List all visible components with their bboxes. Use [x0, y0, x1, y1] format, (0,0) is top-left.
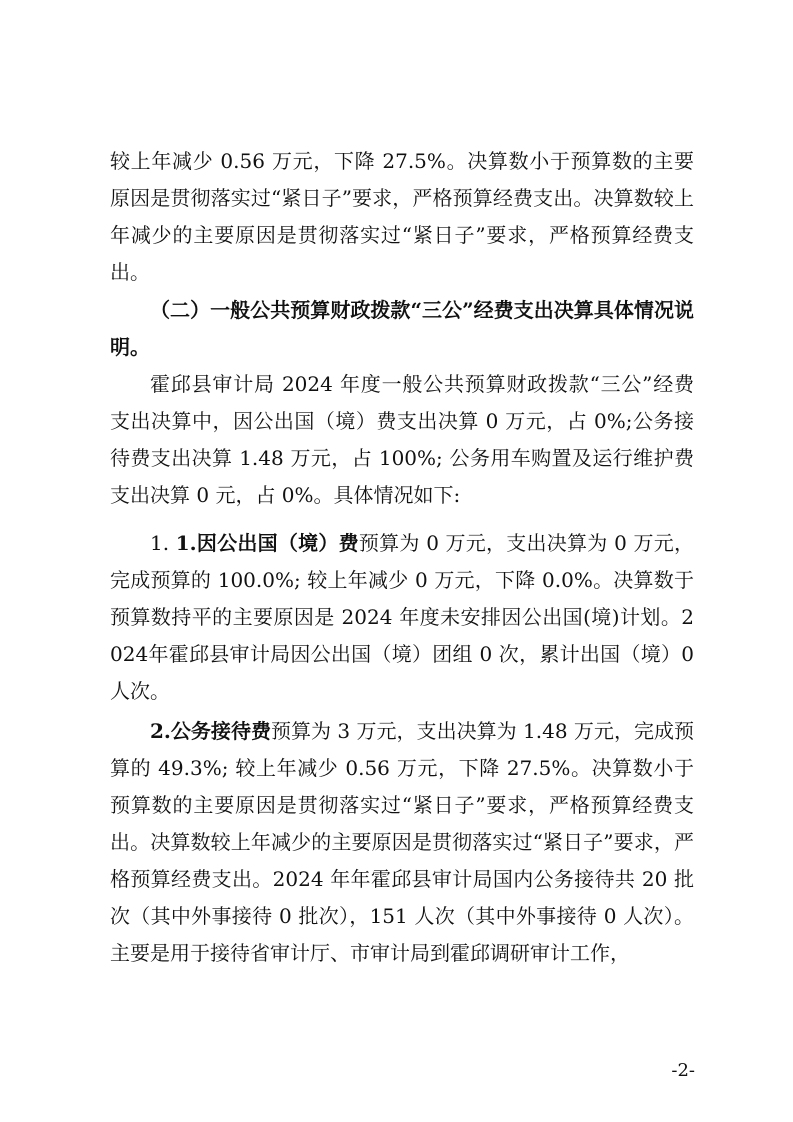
list-number: 1. [150, 531, 176, 555]
section-heading: （二）一般公共预算财政拨款“三公”经费支出决算具体情况说明。 [110, 298, 694, 359]
page-number: -2- [671, 1060, 695, 1081]
paragraph-continuation: 较上年减少 0.56 万元，下降 27.5%。决算数小于预算数的主要原因是贯彻落实过“紧日子”要求，严格预算经费支出。决算数较上年减少的主要原因是贯彻落实过“紧日子”要求，严格预算经费支出。 [110, 149, 694, 284]
item-title: 2.公务接待费 [150, 719, 271, 743]
item-text: 预算为 3 万元，支出决算为 1.48 万元，完成预算的 49.3%; 较上年减少 0.56 万元，下降 27.5%。决算数小于预算数的主要原因是贯彻落实过“紧日子”要求，严格预算经费支出。决算数较上年减少的主要原因是贯彻落实过“紧日子”要求，严格预算经费支出。2024 年年霍邱县审计局国内公务接待共 20 批次（其中外事接待 0 批次），151 人次（其中外事接待 0 人次）。主要是用于接待省审计厅、市审计局到霍邱调研审计工作， [110, 719, 694, 965]
paragraph-summary: 霍邱县审计局 2024 年度一般公共预算财政拨款“三公”经费支出决算中，因公出国（境）费支出决算 0 万元，占 0%;公务接待费支出决算 1.48 万元，占 100%; 公务用车购置及运行维护费支出决算 0 元，占 0%。具体情况如下: [110, 372, 694, 507]
item-title: 1.因公出国（境）费 [175, 531, 359, 555]
paragraph-overseas-travel [110, 525, 694, 710]
paragraph-reception [110, 713, 694, 972]
item-text: 预算为 0 万元，支出决算为 0 万元，完成预算的 100.0%; 较上年减少 0 万元，下降 0.0%。决算数于预算数持平的主要原因是 2024 年度未安排因公出国(境)计划。2024年霍邱县审计局因公出国（境）团组 0 次，累计出国（境）0 人次。 [110, 531, 694, 703]
